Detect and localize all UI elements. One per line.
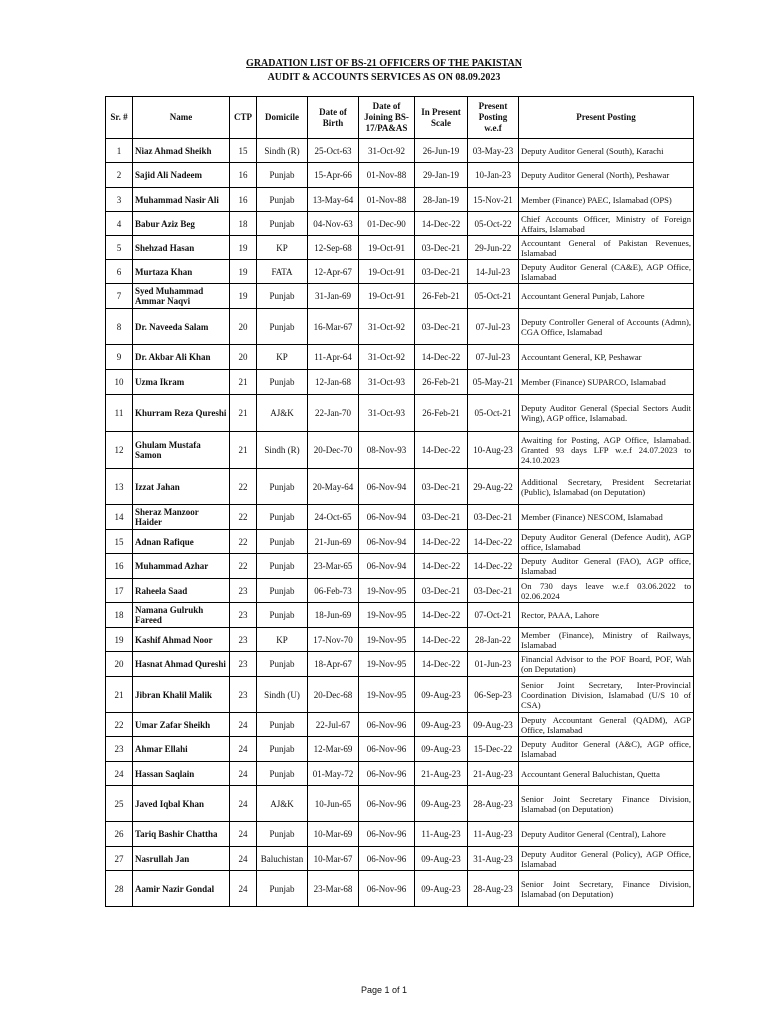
cell-present-posting: Deputy Auditor General (Policy), AGP Office, Islamabad [519,847,694,871]
cell-name: Tariq Bashir Chattha [133,822,230,847]
cell-name: Dr. Naveeda Salam [133,309,230,345]
table-row [106,212,694,236]
cell-in-present-scale: 14-Dec-22 [415,628,468,652]
cell-domicile: Punjab [257,212,308,236]
cell-ctp: 22 [230,505,257,530]
cell-ctp: 19 [230,260,257,284]
table-row [106,163,694,188]
cell-posting-wef: 14-Dec-22 [468,530,519,554]
cell-date-of-joining: 06-Nov-94 [359,469,415,505]
cell-sr: 28 [106,871,133,907]
cell-domicile: Punjab [257,762,308,786]
cell-present-posting: Senior Joint Secretary, Inter-Provincial Coordination Division, Islamabad (U/S 10 of CSA) [519,677,694,713]
cell-date-of-birth: 13-May-64 [308,188,359,212]
cell-ctp: 16 [230,188,257,212]
cell-name: Murtaza Khan [133,260,230,284]
cell-name: Ahmar Ellahi [133,737,230,762]
cell-date-of-joining: 19-Nov-95 [359,677,415,713]
cell-in-present-scale: 28-Jan-19 [415,188,468,212]
table-row [106,628,694,652]
cell-present-posting: Financial Advisor to the POF Board, POF, Wah (on Deputation) [519,652,694,677]
cell-sr: 15 [106,530,133,554]
cell-present-posting: Deputy Auditor General (North), Peshawar [519,163,694,188]
cell-ctp: 19 [230,236,257,260]
table-row [106,737,694,762]
table-row [106,762,694,786]
cell-domicile: Punjab [257,822,308,847]
cell-name: Kashif Ahmad Noor [133,628,230,652]
table-row [106,469,694,505]
cell-present-posting: Additional Secretary, President Secretariat (Public), Islamabad (on Deputation) [519,469,694,505]
cell-ctp: 23 [230,579,257,603]
cell-sr: 24 [106,762,133,786]
cell-name: Jibran Khalil Malik [133,677,230,713]
cell-domicile: Punjab [257,505,308,530]
cell-posting-wef: 05-Oct-21 [468,284,519,309]
cell-posting-wef: 06-Sep-23 [468,677,519,713]
cell-posting-wef: 05-Oct-22 [468,212,519,236]
cell-in-present-scale: 11-Aug-23 [415,822,468,847]
cell-name: Ghulam Mustafa Samon [133,432,230,469]
cell-posting-wef: 07-Jul-23 [468,345,519,370]
cell-date-of-joining: 08-Nov-93 [359,432,415,469]
cell-name: Babur Aziz Beg [133,212,230,236]
cell-domicile: Punjab [257,284,308,309]
cell-sr: 21 [106,677,133,713]
cell-in-present-scale: 26-Feb-21 [415,395,468,432]
cell-ctp: 24 [230,847,257,871]
cell-date-of-joining: 06-Nov-96 [359,871,415,907]
cell-name: Hassan Saqlain [133,762,230,786]
cell-posting-wef: 29-Jun-22 [468,236,519,260]
cell-sr: 11 [106,395,133,432]
cell-date-of-birth: 22-Jan-70 [308,395,359,432]
cell-posting-wef: 29-Aug-22 [468,469,519,505]
cell-date-of-birth: 20-May-64 [308,469,359,505]
cell-posting-wef: 07-Oct-21 [468,603,519,628]
cell-name: Aamir Nazir Gondal [133,871,230,907]
cell-date-of-birth: 20-Dec-70 [308,432,359,469]
table-row [106,786,694,822]
cell-present-posting: Deputy Auditor General (Special Sectors Audit Wing), AGP office, Islamabad. [519,395,694,432]
cell-in-present-scale: 09-Aug-23 [415,786,468,822]
table-row [106,236,694,260]
cell-domicile: Punjab [257,713,308,737]
cell-date-of-birth: 01-May-72 [308,762,359,786]
cell-sr: 10 [106,370,133,395]
cell-ctp: 22 [230,469,257,505]
cell-present-posting: Accountant General, KP, Peshawar [519,345,694,370]
header-date-of-joining: Date of Joining BS-17/PA&AS [359,97,415,139]
cell-date-of-birth: 10-Jun-65 [308,786,359,822]
cell-date-of-joining: 31-Oct-92 [359,139,415,163]
table-row [106,309,694,345]
cell-date-of-joining: 06-Nov-94 [359,530,415,554]
cell-in-present-scale: 14-Dec-22 [415,530,468,554]
cell-domicile: Punjab [257,163,308,188]
cell-name: Dr. Akbar Ali Khan [133,345,230,370]
header-ctp: CTP [230,97,257,139]
title-line-1: GRADATION LIST OF BS-21 OFFICERS OF THE PAKISTAN [246,58,522,69]
cell-present-posting: Deputy Auditor General (A&C), AGP office, Islamabad [519,737,694,762]
cell-posting-wef: 21-Aug-23 [468,762,519,786]
table-row [106,677,694,713]
cell-in-present-scale: 14-Dec-22 [415,212,468,236]
cell-date-of-birth: 16-Mar-67 [308,309,359,345]
cell-domicile: Punjab [257,530,308,554]
cell-date-of-joining: 06-Nov-94 [359,505,415,530]
cell-ctp: 24 [230,822,257,847]
cell-name: Sheraz Manzoor Haider [133,505,230,530]
cell-ctp: 24 [230,762,257,786]
cell-domicile: Punjab [257,737,308,762]
cell-ctp: 24 [230,786,257,822]
cell-date-of-birth: 23-Mar-68 [308,871,359,907]
cell-present-posting: Accountant General Punjab, Lahore [519,284,694,309]
cell-domicile: Punjab [257,188,308,212]
cell-in-present-scale: 26-Feb-21 [415,284,468,309]
cell-in-present-scale: 03-Dec-21 [415,469,468,505]
cell-present-posting: Rector, PAAA, Lahore [519,603,694,628]
cell-present-posting: Deputy Accountant General (QADM), AGP Office, Islamabad [519,713,694,737]
cell-date-of-birth: 10-Mar-69 [308,822,359,847]
cell-in-present-scale: 09-Aug-23 [415,713,468,737]
cell-domicile: Punjab [257,579,308,603]
cell-name: Nasrullah Jan [133,847,230,871]
cell-ctp: 20 [230,309,257,345]
cell-present-posting: On 730 days leave w.e.f 03.06.2022 to 02.06.2024 [519,579,694,603]
cell-sr: 5 [106,236,133,260]
cell-domicile: Sindh (R) [257,139,308,163]
cell-date-of-birth: 31-Jan-69 [308,284,359,309]
cell-ctp: 22 [230,554,257,579]
table-row [106,345,694,370]
table-row [106,395,694,432]
cell-sr: 19 [106,628,133,652]
cell-present-posting: Member (Finance) PAEC, Islamabad (OPS) [519,188,694,212]
cell-present-posting: Chief Accounts Officer, Ministry of Foreign Affairs, Islamabad [519,212,694,236]
cell-present-posting: Accountant General Baluchistan, Quetta [519,762,694,786]
cell-present-posting: Senior Joint Secretary Finance Division, Islamabad (on Deputation) [519,786,694,822]
cell-date-of-joining: 01-Nov-88 [359,188,415,212]
cell-sr: 12 [106,432,133,469]
cell-date-of-joining: 31-Oct-93 [359,395,415,432]
cell-posting-wef: 03-Dec-21 [468,579,519,603]
cell-sr: 9 [106,345,133,370]
cell-name: Raheela Saad [133,579,230,603]
cell-in-present-scale: 26-Feb-21 [415,370,468,395]
cell-date-of-joining: 06-Nov-96 [359,847,415,871]
cell-name: Javed Iqbal Khan [133,786,230,822]
table-row [106,284,694,309]
cell-present-posting: Deputy Auditor General (FAO), AGP office, Islamabad [519,554,694,579]
cell-sr: 7 [106,284,133,309]
cell-in-present-scale: 09-Aug-23 [415,737,468,762]
table-row [106,188,694,212]
table-row [106,871,694,907]
cell-in-present-scale: 03-Dec-21 [415,236,468,260]
cell-posting-wef: 03-Dec-21 [468,505,519,530]
table-row [106,603,694,628]
cell-ctp: 19 [230,284,257,309]
cell-ctp: 15 [230,139,257,163]
table-row [106,505,694,530]
cell-sr: 8 [106,309,133,345]
cell-sr: 14 [106,505,133,530]
cell-date-of-joining: 19-Nov-95 [359,579,415,603]
cell-present-posting: Deputy Auditor General (CA&E), AGP Office, Islamabad [519,260,694,284]
cell-date-of-birth: 18-Apr-67 [308,652,359,677]
cell-posting-wef: 28-Aug-23 [468,871,519,907]
cell-name: Sajid Ali Nadeem [133,163,230,188]
cell-date-of-birth: 18-Jun-69 [308,603,359,628]
cell-date-of-joining: 31-Oct-92 [359,345,415,370]
cell-domicile: AJ&K [257,395,308,432]
cell-posting-wef: 14-Dec-22 [468,554,519,579]
header-date-of-birth: Date of Birth [308,97,359,139]
cell-ctp: 16 [230,163,257,188]
cell-sr: 27 [106,847,133,871]
cell-posting-wef: 11-Aug-23 [468,822,519,847]
cell-posting-wef: 10-Jan-23 [468,163,519,188]
cell-date-of-birth: 11-Apr-64 [308,345,359,370]
cell-name: Umar Zafar Sheikh [133,713,230,737]
document-title [0,57,768,85]
cell-date-of-birth: 25-Oct-63 [308,139,359,163]
table-row [106,847,694,871]
cell-posting-wef: 10-Aug-23 [468,432,519,469]
cell-date-of-joining: 06-Nov-96 [359,713,415,737]
cell-sr: 25 [106,786,133,822]
table-row [106,260,694,284]
cell-date-of-joining: 19-Oct-91 [359,236,415,260]
cell-date-of-joining: 19-Nov-95 [359,652,415,677]
cell-name: Muhammad Nasir Ali [133,188,230,212]
cell-domicile: Baluchistan [257,847,308,871]
cell-date-of-birth: 15-Apr-66 [308,163,359,188]
cell-date-of-birth: 21-Jun-69 [308,530,359,554]
cell-present-posting: Accountant General of Pakistan Revenues, Islamabad [519,236,694,260]
cell-ctp: 23 [230,603,257,628]
cell-posting-wef: 15-Dec-22 [468,737,519,762]
cell-sr: 18 [106,603,133,628]
table-header-row [106,97,694,139]
table-row [106,530,694,554]
cell-in-present-scale: 14-Dec-22 [415,432,468,469]
cell-name: Hasnat Ahmad Qureshi [133,652,230,677]
cell-sr: 4 [106,212,133,236]
cell-in-present-scale: 21-Aug-23 [415,762,468,786]
cell-date-of-birth: 10-Mar-67 [308,847,359,871]
cell-in-present-scale: 03-Dec-21 [415,579,468,603]
cell-ctp: 24 [230,713,257,737]
cell-in-present-scale: 14-Dec-22 [415,603,468,628]
table-row [106,554,694,579]
cell-date-of-joining: 06-Nov-96 [359,762,415,786]
cell-present-posting: Member (Finance) SUPARCO, Islamabad [519,370,694,395]
cell-sr: 23 [106,737,133,762]
cell-date-of-joining: 19-Nov-95 [359,603,415,628]
gradation-table [105,96,694,907]
cell-in-present-scale: 03-Dec-21 [415,309,468,345]
cell-name: Uzma Ikram [133,370,230,395]
cell-in-present-scale: 09-Aug-23 [415,677,468,713]
cell-date-of-birth: 17-Nov-70 [308,628,359,652]
cell-in-present-scale: 14-Dec-22 [415,652,468,677]
cell-date-of-birth: 23-Mar-65 [308,554,359,579]
table-row [106,139,694,163]
table-row [106,370,694,395]
cell-ctp: 22 [230,530,257,554]
cell-domicile: Punjab [257,652,308,677]
cell-posting-wef: 31-Aug-23 [468,847,519,871]
cell-sr: 22 [106,713,133,737]
cell-name: Muhammad Azhar [133,554,230,579]
cell-sr: 1 [106,139,133,163]
cell-posting-wef: 09-Aug-23 [468,713,519,737]
cell-domicile: Punjab [257,554,308,579]
cell-name: Khurram Reza Qureshi [133,395,230,432]
table-row [106,713,694,737]
cell-in-present-scale: 09-Aug-23 [415,871,468,907]
header-in-present-scale: In Present Scale [415,97,468,139]
cell-date-of-birth: 22-Jul-67 [308,713,359,737]
cell-name: Adnan Rafique [133,530,230,554]
cell-posting-wef: 05-May-21 [468,370,519,395]
cell-in-present-scale: 29-Jan-19 [415,163,468,188]
cell-posting-wef: 14-Jul-23 [468,260,519,284]
cell-present-posting: Deputy Controller General of Accounts (Admn), CGA Office, Islamabad [519,309,694,345]
cell-date-of-joining: 06-Nov-96 [359,786,415,822]
cell-ctp: 24 [230,737,257,762]
cell-date-of-joining: 06-Nov-96 [359,822,415,847]
cell-name: Izzat Jahan [133,469,230,505]
cell-sr: 3 [106,188,133,212]
cell-ctp: 23 [230,628,257,652]
cell-sr: 17 [106,579,133,603]
cell-date-of-birth: 12-Jan-68 [308,370,359,395]
cell-date-of-joining: 19-Oct-91 [359,284,415,309]
cell-date-of-joining: 01-Dec-90 [359,212,415,236]
title-line-2: AUDIT & ACCOUNTS SERVICES AS ON 08.09.2023 [267,72,501,83]
cell-date-of-birth: 12-Apr-67 [308,260,359,284]
header-sr: Sr. # [106,97,133,139]
cell-in-present-scale: 14-Dec-22 [415,554,468,579]
cell-posting-wef: 03-May-23 [468,139,519,163]
cell-date-of-birth: 12-Sep-68 [308,236,359,260]
cell-date-of-birth: 06-Feb-73 [308,579,359,603]
cell-sr: 6 [106,260,133,284]
cell-date-of-joining: 01-Nov-88 [359,163,415,188]
cell-posting-wef: 07-Jul-23 [468,309,519,345]
cell-domicile: Punjab [257,603,308,628]
cell-domicile: FATA [257,260,308,284]
cell-ctp: 23 [230,652,257,677]
cell-posting-wef: 28-Aug-23 [468,786,519,822]
cell-domicile: Punjab [257,309,308,345]
cell-date-of-joining: 06-Nov-94 [359,554,415,579]
cell-name: Syed Muhammad Ammar Naqvi [133,284,230,309]
cell-present-posting: Awaiting for Posting, AGP Office, Islamabad. Granted 93 days LFP w.e.f 24.07.2023 to 24.10.2023 [519,432,694,469]
cell-present-posting: Deputy Auditor General (Central), Lahore [519,822,694,847]
cell-name: Niaz Ahmad Sheikh [133,139,230,163]
cell-in-present-scale: 09-Aug-23 [415,847,468,871]
cell-present-posting: Deputy Auditor General (South), Karachi [519,139,694,163]
cell-name: Shehzad Hasan [133,236,230,260]
cell-ctp: 21 [230,395,257,432]
cell-ctp: 24 [230,871,257,907]
header-present-posting: Present Posting [519,97,694,139]
cell-ctp: 21 [230,432,257,469]
cell-date-of-birth: 20-Dec-68 [308,677,359,713]
page-footer: Page 1 of 1 [360,985,408,995]
cell-sr: 20 [106,652,133,677]
cell-posting-wef: 28-Jan-22 [468,628,519,652]
cell-ctp: 18 [230,212,257,236]
table-row [106,432,694,469]
cell-date-of-joining: 31-Oct-93 [359,370,415,395]
cell-sr: 16 [106,554,133,579]
cell-domicile: Punjab [257,469,308,505]
cell-domicile: AJ&K [257,786,308,822]
cell-posting-wef: 01-Jun-23 [468,652,519,677]
cell-in-present-scale: 14-Dec-22 [415,345,468,370]
cell-domicile: KP [257,345,308,370]
cell-ctp: 21 [230,370,257,395]
cell-domicile: Sindh (U) [257,677,308,713]
cell-sr: 13 [106,469,133,505]
cell-sr: 2 [106,163,133,188]
header-domicile: Domicile [257,97,308,139]
cell-date-of-joining: 19-Nov-95 [359,628,415,652]
cell-sr: 26 [106,822,133,847]
cell-date-of-birth: 12-Mar-69 [308,737,359,762]
header-posting-wef: Present Posting w.e.f [468,97,519,139]
cell-ctp: 23 [230,677,257,713]
cell-posting-wef: 05-Oct-21 [468,395,519,432]
cell-domicile: KP [257,628,308,652]
cell-date-of-joining: 19-Oct-91 [359,260,415,284]
cell-present-posting: Member (Finance) NESCOM, Islamabad [519,505,694,530]
header-name: Name [133,97,230,139]
cell-ctp: 20 [230,345,257,370]
cell-domicile: Sindh (R) [257,432,308,469]
table-row [106,822,694,847]
cell-date-of-birth: 04-Nov-63 [308,212,359,236]
cell-in-present-scale: 26-Jun-19 [415,139,468,163]
cell-present-posting: Member (Finance), Ministry of Railways, Islamabad [519,628,694,652]
cell-domicile: Punjab [257,370,308,395]
table-body [106,139,694,907]
cell-in-present-scale: 03-Dec-21 [415,505,468,530]
cell-date-of-joining: 31-Oct-92 [359,309,415,345]
cell-name: Namana Gulrukh Fareed [133,603,230,628]
cell-date-of-birth: 24-Oct-65 [308,505,359,530]
cell-domicile: KP [257,236,308,260]
cell-domicile: Punjab [257,871,308,907]
cell-posting-wef: 15-Nov-21 [468,188,519,212]
table-row [106,652,694,677]
cell-in-present-scale: 03-Dec-21 [415,260,468,284]
cell-present-posting: Senior Joint Secretary, Finance Division, Islamabad (on Deputation) [519,871,694,907]
table-row [106,579,694,603]
cell-present-posting: Deputy Auditor General (Defence Audit), AGP office, Islamabad [519,530,694,554]
cell-date-of-joining: 06-Nov-96 [359,737,415,762]
